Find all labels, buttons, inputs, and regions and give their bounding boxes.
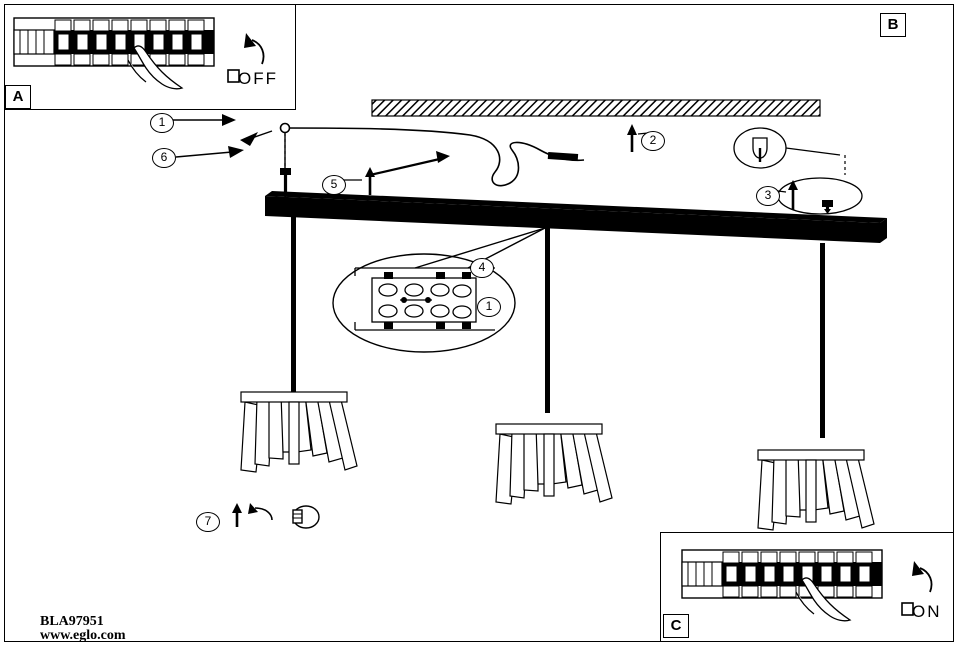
callout-5: 5 bbox=[322, 175, 346, 195]
callout-1: 1 bbox=[150, 113, 174, 133]
website: www.eglo.com bbox=[40, 628, 126, 643]
panel-tag-a: A bbox=[5, 85, 31, 109]
off-label: OFF bbox=[238, 69, 278, 88]
curved-arrow-on bbox=[912, 561, 932, 592]
fuse-box-on bbox=[682, 550, 882, 598]
on-label: ON bbox=[912, 602, 942, 621]
callout-detail-1: 1 bbox=[477, 297, 501, 317]
callout-3: 3 bbox=[756, 186, 780, 206]
panel-tag-b: B bbox=[880, 13, 906, 37]
callout-2: 2 bbox=[641, 131, 665, 151]
callout-4: 4 bbox=[470, 258, 494, 278]
callout-6: 6 bbox=[152, 148, 176, 168]
panel-tag-c: C bbox=[663, 614, 689, 638]
callout-7: 7 bbox=[196, 512, 220, 532]
brand-block bbox=[40, 615, 126, 643]
product-code: BLA97951 bbox=[40, 614, 104, 629]
